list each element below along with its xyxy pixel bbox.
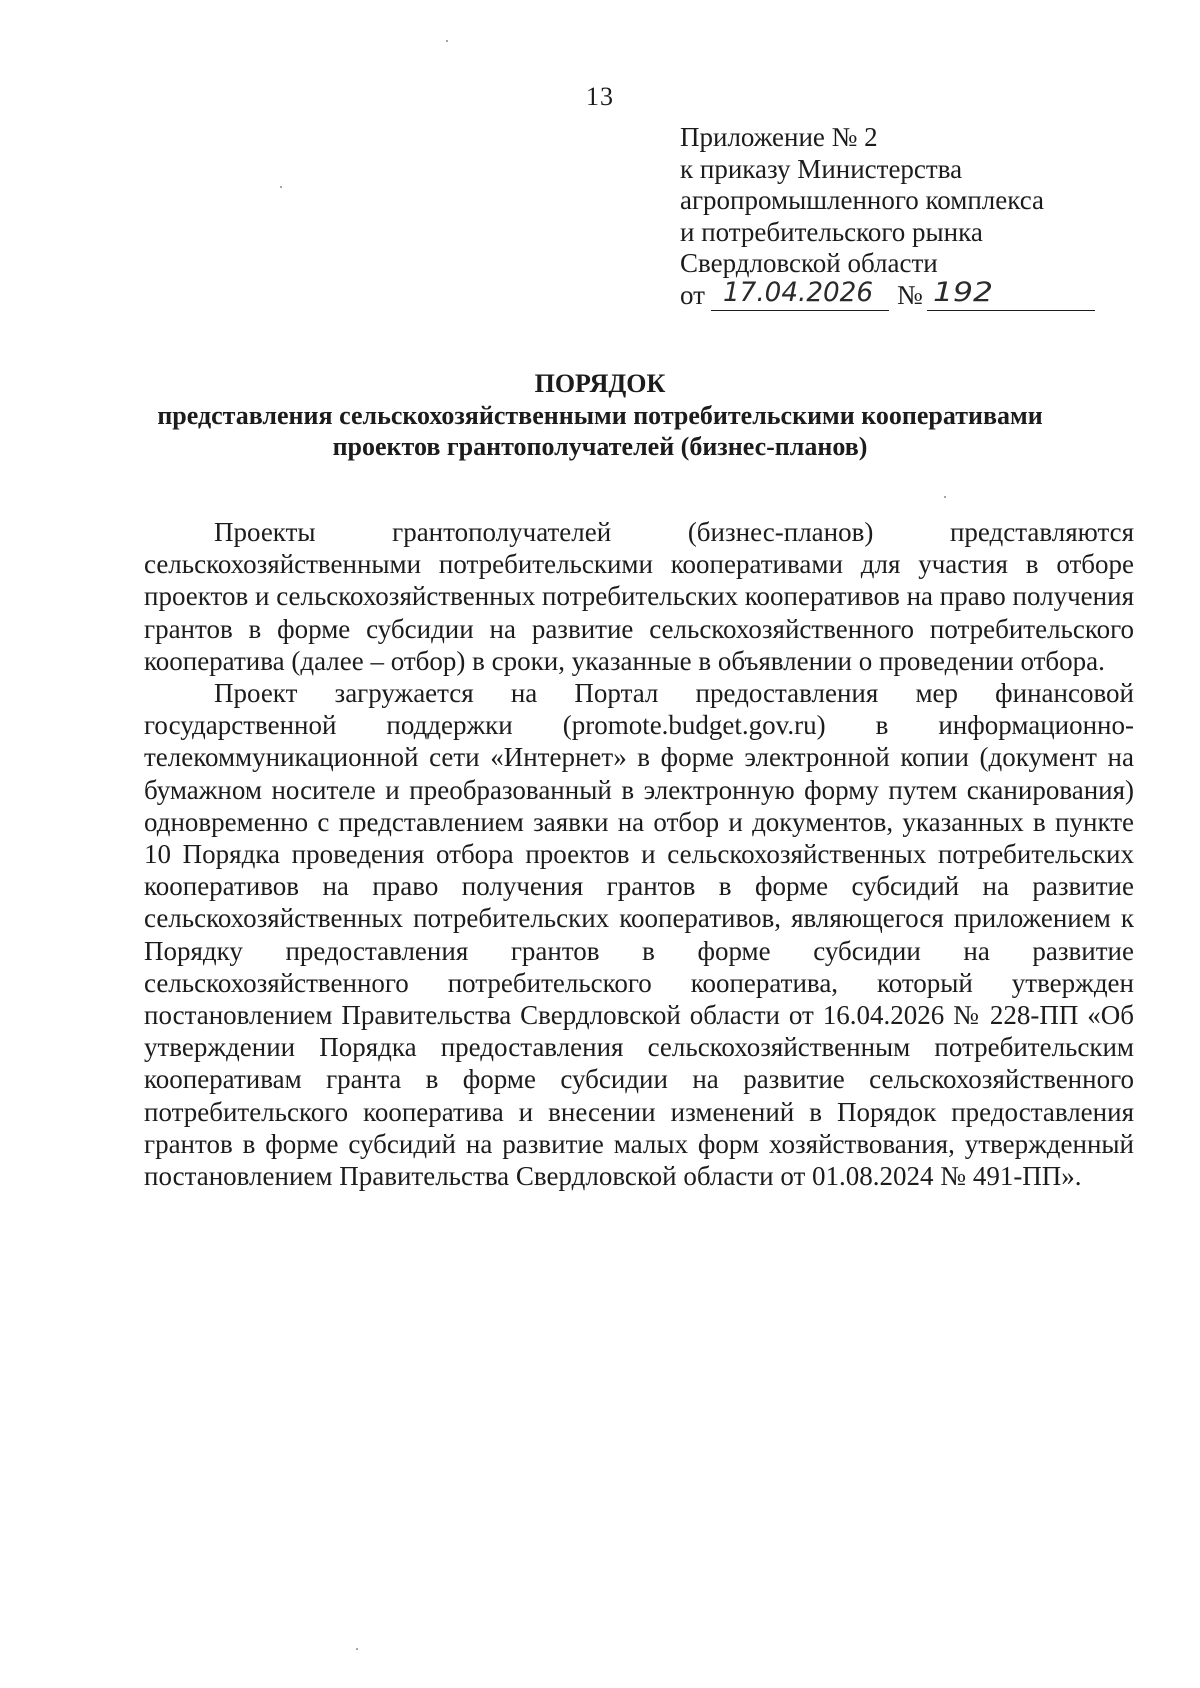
- appendix-line-5: Свердловской области: [680, 248, 938, 278]
- scan-speck: [446, 40, 448, 42]
- date-prefix: от: [680, 279, 705, 310]
- order-date-field: [711, 277, 889, 311]
- appendix-line-1: Приложение № 2: [680, 122, 878, 152]
- appendix-line-2: к приказу Министерства: [680, 153, 963, 184]
- scan-speck: [280, 186, 282, 188]
- title-heading: ПОРЯДОК: [534, 369, 666, 398]
- handwritten-number: [927, 274, 1095, 310]
- page-number: 13: [586, 82, 614, 111]
- handwritten-date: [711, 274, 889, 310]
- appendix-line-3: агропромышленного комплекса: [680, 185, 1044, 215]
- order-date-number-row: [680, 277, 1120, 312]
- order-number-field: [927, 277, 1095, 311]
- paragraph-1: Проекты грантополучателей (бизнес-планов) представляются сельскохозяйственными потребительскими кооперативами для участия в отборе проектов и сельскохозяйственных потребительских кооперативов на право получения грантов в форме субсидии на развитие сельскохозяйственного потребительского кооператива (далее – отбор) в сроки, указанные в объявлении о проведении отбора.: [144, 517, 1134, 676]
- appendix-line-4: и потребительского рынка: [680, 216, 983, 247]
- appendix-block: [680, 122, 1120, 311]
- title-line-1: представления сельскохозяйственными потребительскими кооперативами: [157, 400, 1043, 430]
- scan-speck: [944, 496, 946, 498]
- paragraph-2: Проект загружается на Портал предоставления мер финансовой государственной поддержки (promote.budget.gov.ru) в информационно-телекоммуникационной сети «Интернет» в форме электронной копии (документ на бумажном носителе и преобразованный в электронную форму путем сканирования) одновременно с представлением заявки на отбор и документов, указанных в пункте 10 Порядка проведения отбора проектов и сельскохозяйственных потребительских кооперативов на право получения грантов в форме субсидий на развитие сельскохозяйственных потребительских кооперативов, являющегося приложением к Порядку предоставления грантов в форме субсидии на развитие сельскохозяйственного потребительского кооператива, который утвержден постановлением Правительства Свердловской области от 16.04.2026 № 228-ПП «Об утверждении Порядка предоставления сельскохозяйственным потребительским кооперативам гранта в форме субсидии на развитие сельскохозяйственного потребительского кооператива и внесении изменений в Порядок предоставления грантов в форме субсидий на развитие малых форм хозяйствования, утвержденный постановлением Правительства Свердловской области от 01.08.2024 № 491-ПП».: [144, 678, 1134, 1192]
- title-line-2: проектов грантополучателей (бизнес-планов): [332, 432, 868, 461]
- handwritten-date-text: 17.04.2026: [722, 277, 873, 308]
- scan-speck: [356, 1648, 358, 1650]
- document-title: [0, 368, 1200, 463]
- number-prefix: №: [896, 279, 923, 310]
- handwritten-number-text: 192: [932, 277, 993, 308]
- document-body: [144, 516, 1134, 1192]
